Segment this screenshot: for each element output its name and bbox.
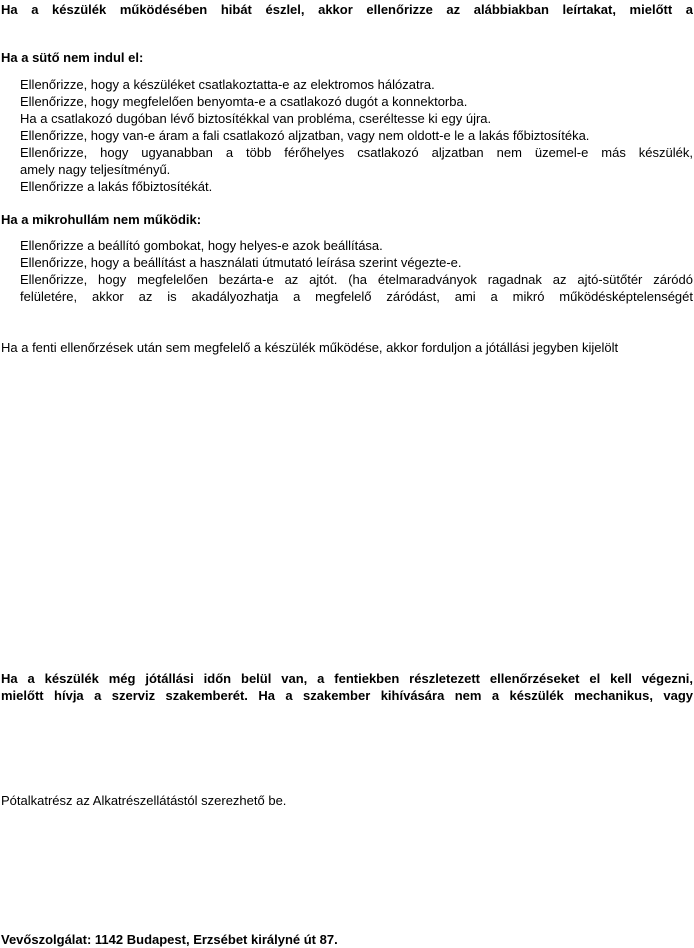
after-checks-text: Ha a fenti ellenőrzések után sem megfelelő a készülék működése, akkor forduljon a jótállási jegyben kijelölt (1, 340, 619, 355)
list-item: Ellenőrizze, hogy megfelelően benyomta-e a csatlakozó dugót a konnektorba. (20, 94, 468, 109)
section-heading-oven-not-starting: Ha a sütő nem indul el: (1, 50, 144, 65)
customer-service-address: Vevőszolgálat: 1142 Budapest, Erzsébet királyné út 87. (1, 932, 338, 947)
list-item: felületére, akkor az is akadályozhatja a megfelelő záródást, ami a mikró működésképtelenségét (20, 289, 693, 304)
list-item: Ellenőrizze, hogy megfelelően bezárta-e az ajtót. (ha ételmaradványok ragadnak az ajtó-sütőtér záródó (20, 272, 693, 287)
list-item: Ellenőrizze, hogy a készüléket csatlakoztatta-e az elektromos hálózatra. (20, 77, 435, 92)
list-item: amely nagy teljesítményű. (20, 162, 171, 177)
section-heading-microwave-not-working: Ha a mikrohullám nem működik: (1, 212, 202, 227)
list-item: Ellenőrizze a beállító gombokat, hogy helyes-e azok beállítása. (20, 238, 383, 253)
warranty-text: Ha a készülék még jótállási időn belül van, a fentiekben részletezett ellenőrzéseket el kell végezni, (1, 671, 693, 686)
spare-parts-text: Pótalkatrész az Alkatrészellátástól szerezhető be. (1, 793, 287, 808)
list-item: Ellenőrizze, hogy van-e áram a fali csatlakozó aljzatban, vagy nem oldott-e le a lakás főbiztosítéka. (20, 128, 590, 143)
list-item: Ha a csatlakozó dugóban lévő biztosítékkal van probléma, cseréltesse ki egy újra. (20, 111, 492, 126)
list-item: Ellenőrizze a lakás főbiztosítékát. (20, 179, 213, 194)
list-item: Ellenőrizze, hogy ugyanabban a több férőhelyes csatlakozó aljzatban nem üzemel-e más készülék, (20, 145, 693, 160)
warranty-text: mielőtt hívja a szerviz szakemberét. Ha a szakember kihívására nem a készülék mechanikus, vagy (1, 688, 693, 703)
intro-text: Ha a készülék működésében hibát észlel, akkor ellenőrizze az alábbiakban leírtakat, mielőtt a (1, 2, 693, 17)
list-item: Ellenőrizze, hogy a beállítást a használati útmutató leírása szerint végezte-e. (20, 255, 462, 270)
